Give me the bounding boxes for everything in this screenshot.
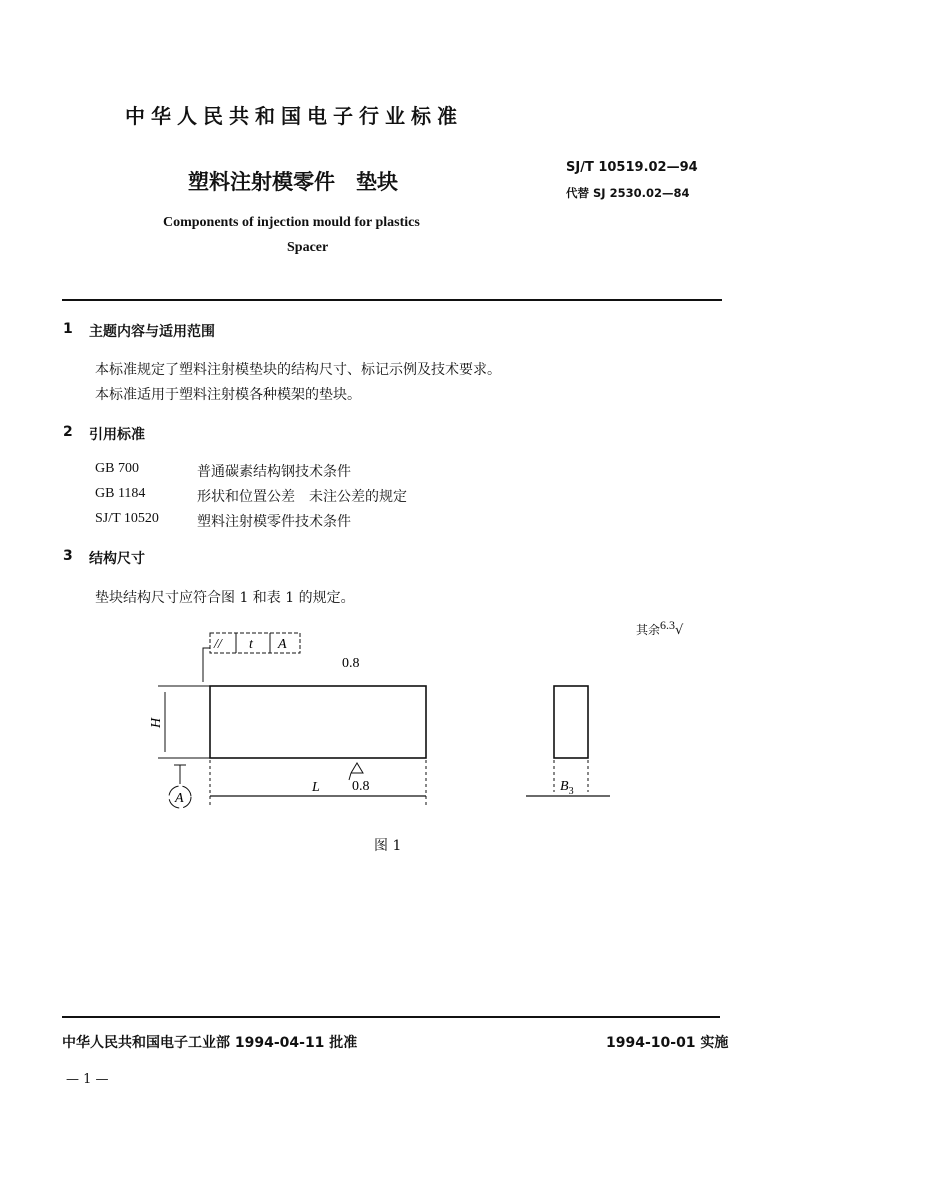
datum-label: A	[175, 791, 184, 806]
reference-code: SJ/T 10520	[95, 511, 159, 526]
roughness-note-value: 6.3	[660, 618, 676, 632]
dim-width-letter: B	[560, 779, 569, 794]
page-number: — 1 —	[66, 1072, 109, 1087]
section-2-number: 2	[63, 424, 73, 440]
spacer-side-view	[554, 686, 588, 758]
tolerance-symbol: //	[214, 637, 222, 652]
bottom-roughness-icon	[351, 763, 363, 773]
tolerance-value: t	[249, 637, 253, 652]
top-roughness-value: 0.8	[342, 656, 360, 671]
reference-title: 塑料注射模零件技术条件	[197, 514, 351, 530]
section-3-heading: 结构尺寸	[89, 551, 145, 567]
standard-code: SJ/T 10519.02—94	[566, 160, 698, 175]
section-3-paragraph: 垫块结构尺寸应符合图 1 和表 1 的规定。	[95, 590, 355, 606]
roughness-symbol-icon: √	[675, 623, 684, 638]
reference-code: GB 1184	[95, 486, 146, 501]
standard-title-chinese: 塑料注射模零件 垫块	[188, 170, 398, 194]
dim-length-label: L	[312, 780, 320, 795]
reference-title: 形状和位置公差 未注公差的规定	[197, 489, 407, 505]
reference-title: 普通碳素结构钢技术条件	[197, 464, 351, 480]
roughness-note-text: 其余	[636, 623, 661, 637]
replaces-standard: 代替 SJ 2530.02—84	[566, 186, 690, 200]
footer-divider	[62, 1016, 720, 1018]
tolerance-datum: A	[278, 637, 287, 652]
dim-height-label: H	[149, 717, 164, 728]
section-1-paragraph: 本标准规定了塑料注射模垫块的结构尺寸、标记示例及技术要求。	[95, 362, 501, 378]
section-1-number: 1	[63, 321, 73, 337]
tolerance-frame	[203, 633, 300, 682]
implementation-date: 1994-10-01 实施	[606, 1035, 729, 1051]
section-2-heading: 引用标准	[89, 427, 145, 443]
standard-title-english: Components of injection mould for plastics	[163, 215, 420, 230]
figure-1-drawing	[130, 620, 650, 820]
dim-width-subscript: 3	[568, 786, 574, 797]
section-1-heading: 主题内容与适用范围	[89, 324, 215, 340]
dim-width-label	[560, 779, 574, 797]
reference-code: GB 700	[95, 461, 139, 476]
figure-caption: 图 1	[374, 838, 402, 854]
spacer-front-view	[210, 686, 426, 758]
section-3-number: 3	[63, 548, 73, 564]
issuing-organization: 中华人民共和国电子行业标准	[125, 104, 463, 128]
approval-line: 中华人民共和国电子工业部 1994-04-11 批准	[62, 1035, 358, 1051]
section-1-paragraph: 本标准适用于塑料注射模各种模架的垫块。	[95, 387, 361, 403]
standard-subtitle-english: Spacer	[287, 240, 329, 255]
bottom-roughness-value: 0.8	[352, 779, 370, 794]
header-divider	[62, 299, 722, 301]
